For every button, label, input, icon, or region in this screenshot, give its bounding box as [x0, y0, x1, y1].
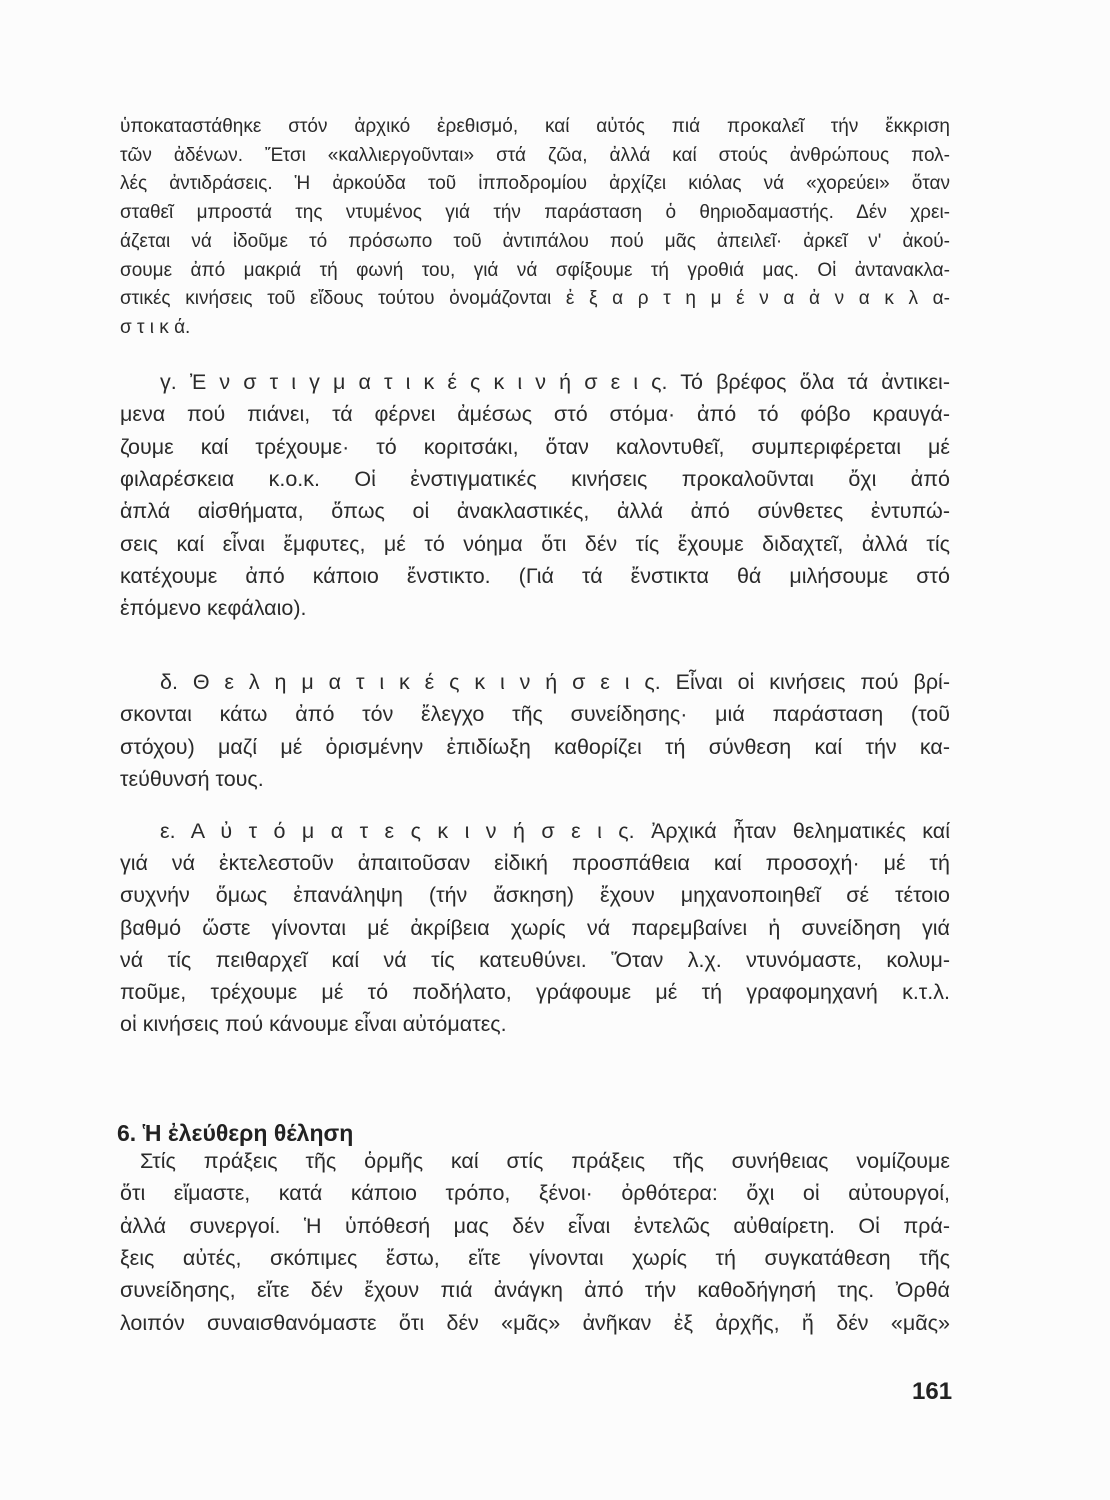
- text-line: σουμε ἀπό μακριά τή φωνή του, γιά νά σφίξουμε τή γροθιά μας. Οἱ ἀντανακλα-: [120, 259, 950, 281]
- text-line: Στίς πράξεις τῆς ὁρμῆς καί στίς πράξεις τῆς συνήθειας νομίζουμε: [140, 1149, 950, 1173]
- text-line: ζουμε καί τρέχουμε· τό κοριτσάκι, ὅταν καλοντυθεῖ, συμπεριφέρεται μέ: [120, 434, 950, 459]
- text-line: σκονται κάτω ἀπό τόν ἔλεγχο τῆς συνείδησης· μιά παράσταση (τοῦ: [120, 702, 950, 727]
- text-line: ἀλλά συνεργοί. Ἡ ὑπόθεσή μας δέν εἶναι ἐντελῶς αὐθαίρετη. Οἱ πρά-: [120, 1213, 950, 1238]
- text-line: νά τίς πειθαρχεῖ καί νά τίς κατευθύνει. Ὅταν λ.χ. ντυνόμαστε, κολυμ-: [120, 947, 950, 972]
- text-line: βαθμό ὥστε γίνονται μέ ἀκρίβεια χωρίς νά παρεμβαίνει ἡ συνείδηση γιά: [120, 915, 950, 940]
- section-heading: 6. Ἡ ἐλεύθερη θέληση: [117, 1120, 354, 1146]
- page-number: 161: [912, 1378, 953, 1405]
- text-line: φιλαρέσκεια κ.ο.κ. Οἱ ἐνστιγματικές κινήσεις προκαλοῦνται ὄχι ἀπό: [120, 466, 950, 491]
- text-line: γιά νά ἐκτελεστοῦν ἀπαιτοῦσαν εἰδική προσπάθεια καί προσοχή· μέ τή: [120, 851, 950, 876]
- text-line: ξεις αὐτές, σκόπιμες ἔστω, εἴτε γίνονται χωρίς τή συγκατάθεση τῆς: [120, 1245, 950, 1270]
- text-line: άζεται νά ἰδοῦμε τό πρόσωπο τοῦ ἀντιπάλου πού μᾶς ἀπειλεῖ· ἀρκεῖ ν' ἀκού-: [120, 230, 950, 252]
- text-line: ἑπόμενο κεφάλαιο).: [120, 596, 307, 621]
- text-line: κατέχουμε ἀπό κάποιο ἔνστικτο. (Γιά τά ἔνστικτα θά μιλήσουμε στό: [120, 563, 950, 588]
- text-line: ὑποκαταστάθηκε στόν ἀρχικό ἐρεθισμό, καί αὐτός πιά προκαλεῖ τήν ἔκκριση: [120, 116, 950, 137]
- text-line: στόχου) μαζί μέ ὁρισμένην ἐπιδίωξη καθορίζει τή σύνθεση καί τήν κα-: [120, 734, 950, 759]
- text-line: συχνήν ὅμως ἐπανάληψη (τήν ἄσκηση) ἔχουν μηχανοποιηθεῖ σέ τέτοιο: [120, 883, 950, 908]
- text-line: ε. Α ὐ τ ό μ α τ ε ς κ ι ν ή σ ε ι ς. Ἀρχικά ἦταν θεληματικές καί: [160, 819, 950, 843]
- text-line: σ τ ι κ ά.: [120, 316, 191, 338]
- text-line: ἁπλά αἰσθήματα, ὅπως οἱ ἀνακλαστικές, ἀλλά ἀπό σύνθετες ἐντυπώ-: [120, 499, 950, 524]
- text-line: σεις καί εἶναι ἔμφυτες, μέ τό νόημα ὅτι δέν τίς ἔχουμε διδαχτεῖ, ἀλλά τίς: [120, 531, 950, 556]
- text-line: σταθεῖ μπροστά της ντυμένος γιά τήν παράσταση ὁ θηριοδαμαστής. Δέν χρει-: [120, 202, 950, 224]
- text-line: ποῦμε, τρέχουμε μέ τό ποδήλατο, γράφουμε μέ τή γραφομηχανή κ.τ.λ.: [120, 980, 950, 1004]
- text-line: τεύθυνσή τους.: [120, 766, 264, 791]
- text-line: λές ἀντιδράσεις. Ἡ ἀρκούδα τοῦ ἱπποδρομίου ἀρχίζει κιόλας νά «χορεύει» ὅταν: [120, 173, 950, 195]
- text-line: οἱ κινήσεις πού κάνουμε εἶναι αὐτόματες.: [120, 1012, 507, 1037]
- text-line: τῶν ἀδένων. Ἔτσι «καλλιεργοῦνται» στά ζῶα, ἀλλά καί στούς ἀνθρώπους πολ-: [120, 144, 950, 166]
- text-line: ὅτι εἴμαστε, κατά κάποιο τρόπο, ξένοι· ὀρθότερα: ὄχι οἱ αὐτουργοί,: [120, 1181, 950, 1206]
- text-line: λοιπόν συναισθανόμαστε ὅτι δέν «μᾶς» ἀνῆκαν ἐξ ἀρχῆς, ἤ δέν «μᾶς»: [120, 1310, 950, 1335]
- text-line: συνείδησης, εἴτε δέν ἔχουν πιά ἀνάγκη ἀπό τήν καθοδήγησή της. Ὀρθά: [120, 1278, 950, 1303]
- text-line: μενα πού πιάνει, τά φέρνει ἀμέσως στό στόμα· ἀπό τό φόβο κραυγά-: [120, 402, 950, 427]
- text-line: γ. Ἐ ν σ τ ι γ μ α τ ι κ έ ς κ ι ν ή σ ε ι ς. Τό βρέφος ὅλα τά ἀντικει-: [160, 370, 950, 394]
- text-line: στικές κινήσεις τοῦ εἴδους τούτου ὀνομάζονται ἐ ξ α ρ τ η μ έ ν α ἀ ν α κ λ α-: [120, 288, 950, 310]
- text-line: δ. Θ ε λ η μ α τ ι κ έ ς κ ι ν ή σ ε ι ς. Εἶναι οἱ κινήσεις πού βρί-: [160, 670, 950, 694]
